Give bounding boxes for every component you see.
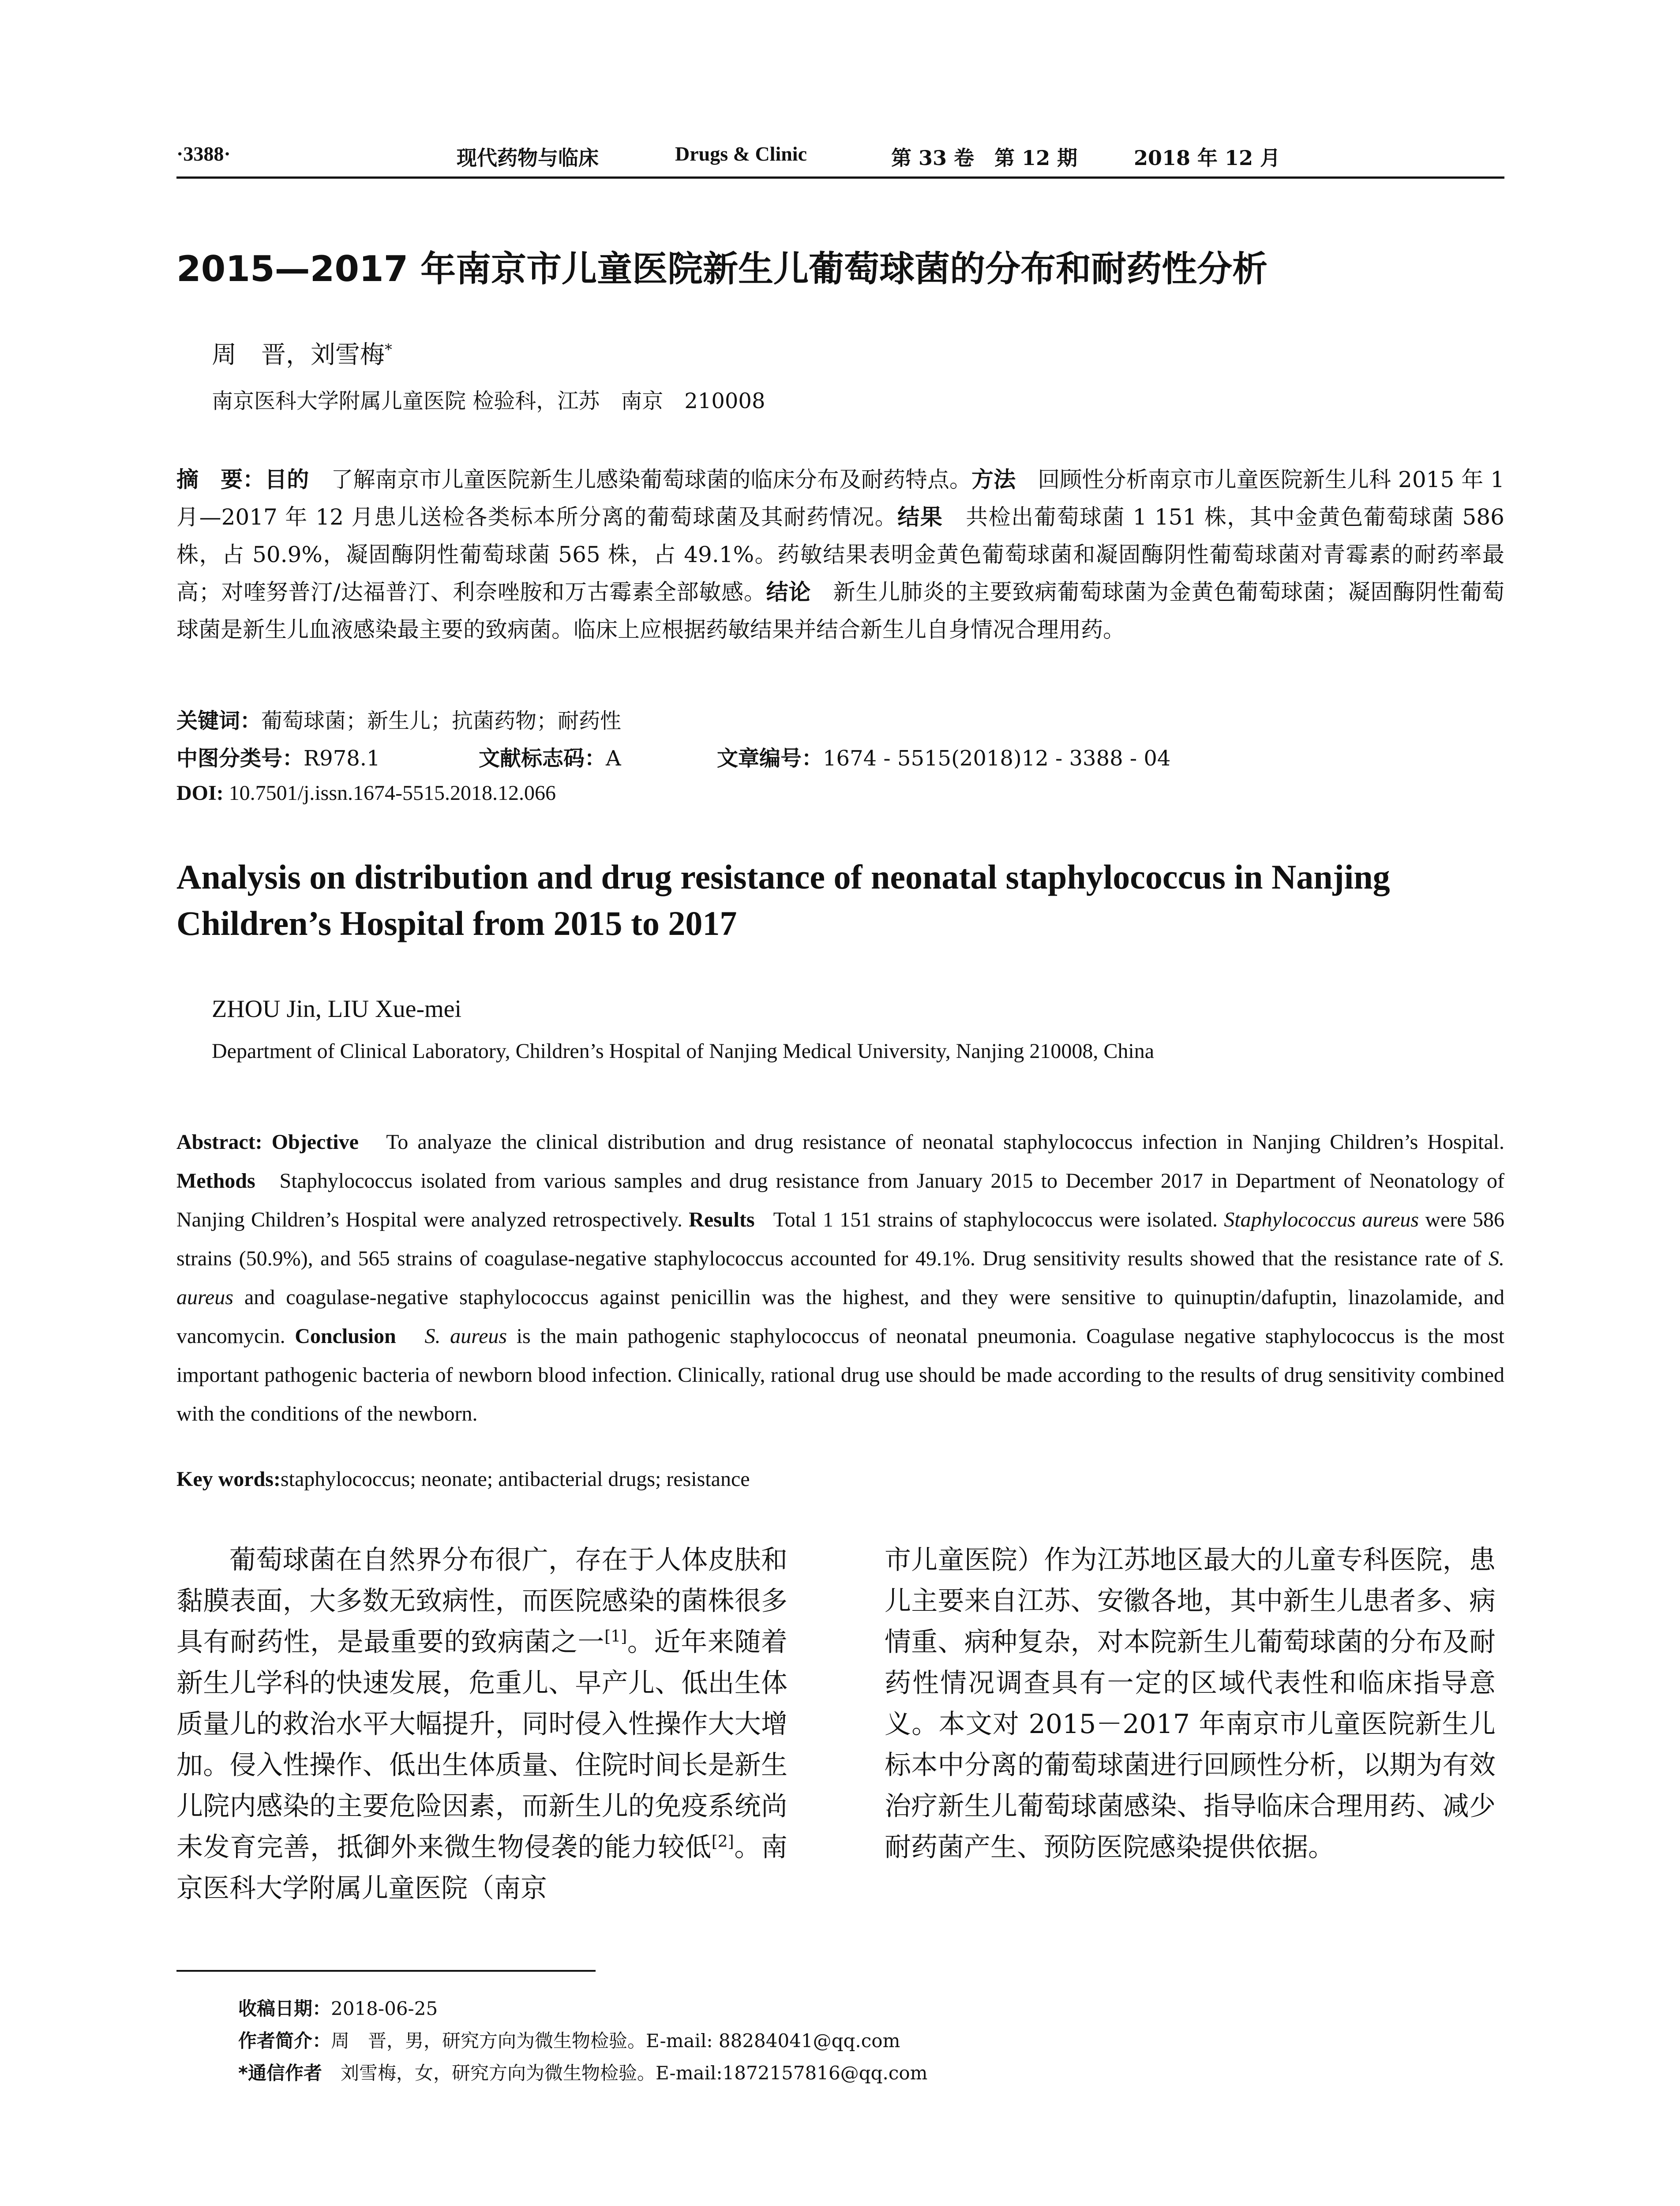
footnote-author-bio: 作者简介：周 晋，男，研究方向为微生物检验。E-mail: 88284041@qq.com — [238, 2030, 900, 2052]
cn-keywords: 关键词：葡萄球菌；新生儿；抗菌药物；耐药性 — [176, 709, 622, 733]
cn-doc-code: 文献标志码：A — [479, 746, 621, 771]
body-left-column: 葡萄球菌在自然界分布很广，存在于人体皮肤和黏膜表面，大多数无致病性，而医院感染的菌株很多具有耐药性，是最重要的致病菌之一[1]。近年来随着新生儿学科的快速发展，危重儿、早产儿、低出生体质量儿的救治水平大幅提升，同时侵入性操作大大增加。侵入性操作、低出生体质量、住院时间长是新生儿院内感染的主要危险因素，而新生儿的免疫系统尚未发育完善，抵御外来微生物侵袭的能力较低[2]。南京医科大学附属儿童医院（南京 — [176, 1545, 788, 1904]
journal-name-en: Drugs & Clinic — [675, 143, 807, 165]
cn-article-number: 文章编号：1674 - 5515(2018)12 - 3388 - 04 — [717, 746, 1171, 771]
issue-date: 2018 年 12 月 — [1134, 146, 1281, 170]
cn-abstract: 摘 要：目的 了解南京市儿童医院新生儿感染葡萄球菌的临床分布及耐药特点。方法 回顾性分析南京市儿童医院新生儿科 2015 年 1 月—2017 年 12 月患儿送检各类标本所分离的葡萄球菌及其耐药情况。结果 共检出葡萄球菌 1 151 株，其中金黄色葡萄球菌 586 株，占 50.9%，凝固酶阴性葡萄球菌 565 株，占 49.1%。药敏结果表明金黄色葡萄球菌和凝固酶阴性葡萄球菌对青霉素的耐药率最高；对喹努普汀/达福普汀、利奈唑胺和万古霉素全部敏感。结论 新生儿肺炎的主要致病葡萄球菌为金黄色葡萄球菌；凝固酶阴性葡萄球菌是新生儿血液感染最主要的致病菌。临床上应根据药敏结果并结合新生儿自身情况合理用药。 — [176, 467, 1505, 642]
cn-authors: 周 晋，刘雪梅* — [212, 341, 392, 369]
en-affiliation: Department of Clinical Laboratory, Children’s Hospital of Nanjing Medical University, Nanjing 210008, China — [212, 1039, 1154, 1063]
cn-affiliation: 南京医科大学附属儿童医院 检验科，江苏 南京 210008 — [212, 389, 765, 413]
en-authors: ZHOU Jin, LIU Xue-mei — [212, 995, 462, 1023]
footnote-received: 收稿日期：2018-06-25 — [238, 1998, 438, 2019]
doi: DOI: 10.7501/j.issn.1674-5515.2018.12.066 — [176, 781, 556, 805]
volume-issue: 第 33 卷 第 12 期 — [891, 146, 1078, 170]
journal-name-cn: 现代药物与临床 — [457, 146, 599, 170]
cn-classification: 中图分类号：R978.1 — [176, 746, 380, 771]
footnote-rule — [176, 1970, 596, 1972]
page-number: ·3388· — [176, 143, 231, 165]
cn-title: 2015—2017 年南京市儿童医院新生儿葡萄球菌的分布和耐药性分析 — [176, 248, 1268, 289]
body-right-column: 市儿童医院）作为江苏地区最大的儿童专科医院，患儿主要来自江苏、安徽各地，其中新生儿患者多、病情重、病种复杂，对本院新生儿葡萄球菌的分布及耐药性情况调查具有一定的区域代表性和临床指导意义。本文对 2015－2017 年南京市儿童医院新生儿标本中分离的葡萄球菌进行回顾性分析，以期为有效治疗新生儿葡萄球菌感染、指导临床合理用药、减少耐药菌产生、预防医院感染提供依据。 — [885, 1545, 1496, 1863]
en-keywords: Key words:staphylococcus; neonate; antibacterial drugs; resistance — [176, 1467, 750, 1491]
header-rule — [176, 176, 1504, 179]
footnote-corresponding: *通信作者 刘雪梅，女，研究方向为微生物检验。E-mail:1872157816@qq.com — [238, 2062, 928, 2084]
en-abstract: Abstract: Objective To analyaze the clinical distribution and drug resistance of neonatal staphylococcus infection in Nanjing Children’s Hospital. Methods Staphylococcus isolated from various samples and drug resistance from January 2015 to December 2017 in Department of Neonatology of Nanjing Children’s Hospital were analyzed retrospectively. Results Total 1 151 strains of staphylococcus were isolated. Staphylococcus aureus were 586 strains (50.9%), and 565 strains of coagulase-negative staphylococcus accounted for 49.1%. Drug sensitivity results showed that the resistance rate of S. aureus and coagulase-negative staphylococcus against penicillin was the highest, and they were sensitive to quinuptin/dafuptin, linazolamide, and vancomycin. Conclusion S. aureus is the main pathogenic staphylococcus of neonatal pneumonia. Coagulase negative staphylococcus is the most important pathogenic bacteria of newborn blood infection. Clinically, rational drug use should be made according to the results of drug sensitivity combined with the conditions of the newborn. — [176, 1130, 1505, 1426]
en-title: Analysis on distribution and drug resistance of neonatal staphylococcus in Nanjing Children’s Hospital from 2015 to 2017 — [176, 858, 1390, 942]
